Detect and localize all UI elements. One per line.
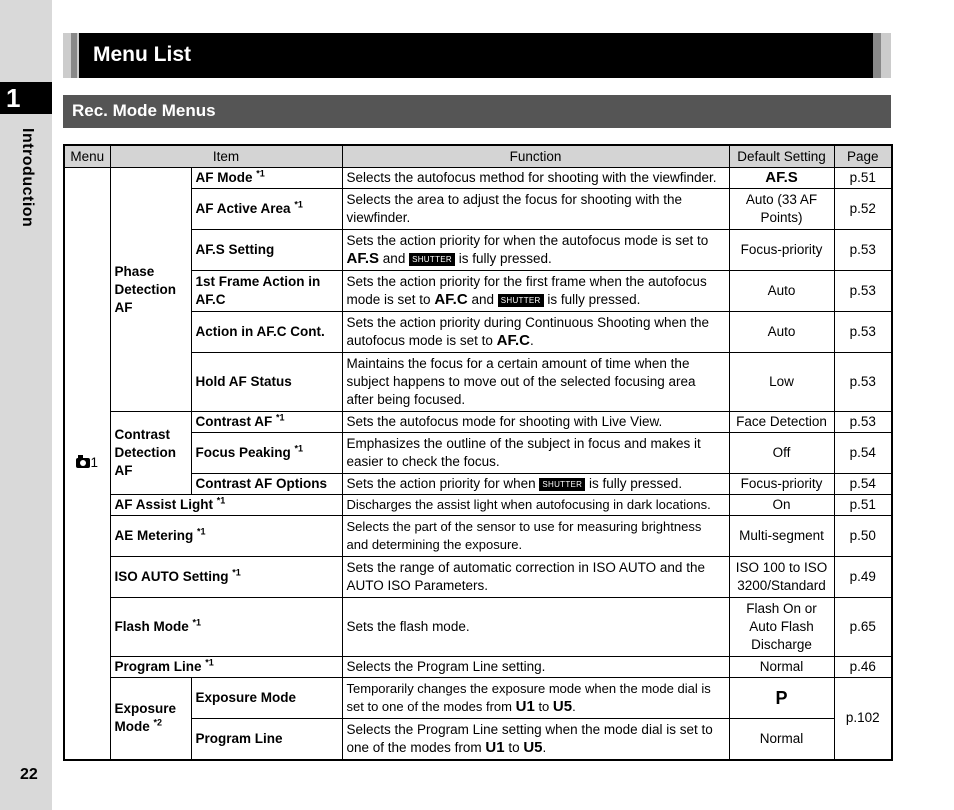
page-cell: p.51 <box>834 168 892 189</box>
function-cell: Temporarily changes the exposure mode when the mode dial is set to one of the modes from U1 to U5. <box>342 678 729 719</box>
table-row <box>64 495 892 516</box>
default-cell: Normal <box>729 657 834 678</box>
default-cell: Multi-segment <box>729 516 834 557</box>
menu-table <box>63 144 893 761</box>
item-cell: Exposure Mode <box>191 678 342 719</box>
default-cell: Auto (33 AF Points) <box>729 189 834 230</box>
default-cell: Auto <box>729 312 834 353</box>
header-page: Page <box>834 145 892 168</box>
page-number: 22 <box>20 766 38 783</box>
function-cell: Selects the autofocus method for shooting with the viewfinder. <box>342 168 729 189</box>
chapter-side-tab <box>0 0 52 810</box>
item-cell: 1st Frame Action in AF.C <box>191 271 342 312</box>
page-cell: p.51 <box>834 495 892 516</box>
default-cell: Low <box>729 353 834 412</box>
function-cell: Discharges the assist light when autofocusing in dark locations. <box>342 495 729 516</box>
item-cell: Focus Peaking $^{*1}$ <box>191 433 342 474</box>
function-cell: Sets the range of automatic correction in ISO AUTO and the AUTO ISO Parameters. <box>342 557 729 598</box>
function-cell: Emphasizes the outline of the subject in focus and makes it easier to check the focus. <box>342 433 729 474</box>
page-cell: p.53 <box>834 312 892 353</box>
item-cell: Contrast AF Options <box>191 474 342 495</box>
table-row <box>64 412 892 433</box>
section-title: Rec. Mode Menus <box>72 101 216 120</box>
camera-icon <box>76 458 90 468</box>
page-cell: p.102 <box>834 678 892 760</box>
item-cell: AF.S Setting <box>191 230 342 271</box>
default-cell: Auto <box>729 271 834 312</box>
page-cell: p.65 <box>834 598 892 657</box>
default-cell: Flash On or Auto Flash Discharge <box>729 598 834 657</box>
group-contrast-detection: Contrast Detection AF <box>110 412 191 495</box>
function-cell: Selects the Program Line setting. <box>342 657 729 678</box>
function-cell: Selects the part of the sensor to use for measuring brightness and determining the exposure. <box>342 516 729 557</box>
item-cell: Contrast AF $^{*1}$ <box>191 412 342 433</box>
page-cell: p.53 <box>834 271 892 312</box>
page-cell: p.54 <box>834 474 892 495</box>
function-cell: Sets the action priority for when the autofocus mode is set to AF.S and SHUTTER is fully pressed. <box>342 230 729 271</box>
table-row <box>64 557 892 598</box>
table-header-row <box>64 145 892 168</box>
default-cell: AF.S <box>729 168 834 189</box>
menu-cell: 1 <box>64 168 110 760</box>
default-cell: Focus-priority <box>729 230 834 271</box>
function-cell: Selects the area to adjust the focus for shooting with the viewfinder. <box>342 189 729 230</box>
page-cell: p.50 <box>834 516 892 557</box>
page-cell: p.52 <box>834 189 892 230</box>
header-menu: Menu <box>64 145 110 168</box>
header-default: Default Setting <box>729 145 834 168</box>
page-cell: p.53 <box>834 353 892 412</box>
shutter-button-icon: SHUTTER <box>539 478 585 491</box>
item-cell: Flash Mode $^{*1}$ <box>110 598 342 657</box>
table-row <box>64 678 892 719</box>
shutter-button-icon: SHUTTER <box>409 253 455 266</box>
table-row <box>64 657 892 678</box>
item-cell: ISO AUTO Setting $^{*1}$ <box>110 557 342 598</box>
section-label: Introduction <box>19 128 36 228</box>
default-cell: Normal <box>729 719 834 760</box>
function-cell: Sets the action priority for when SHUTTER is fully pressed. <box>342 474 729 495</box>
group-phase-detection: Phase Detection AF <box>110 168 191 412</box>
function-cell: Sets the autofocus mode for shooting with Live View. <box>342 412 729 433</box>
item-cell: AE Metering $^{*1}$ <box>110 516 342 557</box>
page-title: Menu List <box>93 43 191 66</box>
group-exposure-mode: Exposure Mode $^{*2}$ <box>110 678 191 760</box>
header-function: Function <box>342 145 729 168</box>
function-cell: Sets the flash mode. <box>342 598 729 657</box>
page-cell: p.54 <box>834 433 892 474</box>
default-cell: Face Detection <box>729 412 834 433</box>
section-title-bar <box>63 95 891 128</box>
item-cell: Hold AF Status <box>191 353 342 412</box>
default-cell: ISO 100 to ISO 3200/Standard <box>729 557 834 598</box>
item-cell: Program Line $^{*1}$ <box>110 657 342 678</box>
table-row <box>64 516 892 557</box>
page-cell: p.53 <box>834 230 892 271</box>
shutter-button-icon: SHUTTER <box>498 294 544 307</box>
page-cell: p.53 <box>834 412 892 433</box>
default-cell: On <box>729 495 834 516</box>
default-cell: Focus-priority <box>729 474 834 495</box>
function-cell: Sets the action priority during Continuous Shooting when the autofocus mode is set to AF.C. <box>342 312 729 353</box>
default-cell: P <box>729 678 834 719</box>
chapter-number: 1 <box>0 82 52 114</box>
table-row <box>64 168 892 189</box>
item-cell: Program Line <box>191 719 342 760</box>
header-item: Item <box>110 145 342 168</box>
item-cell: AF Active Area $^{*1}$ <box>191 189 342 230</box>
page-cell: p.46 <box>834 657 892 678</box>
item-cell: AF Mode $^{*1}$ <box>191 168 342 189</box>
function-cell: Maintains the focus for a certain amount of time when the subject happens to move out of the selected focusing area after being focused. <box>342 353 729 412</box>
page-cell: p.49 <box>834 557 892 598</box>
item-cell: Action in AF.C Cont. <box>191 312 342 353</box>
function-cell: Selects the Program Line setting when the mode dial is set to one of the modes from U1 to U5. <box>342 719 729 760</box>
item-cell: AF Assist Light $^{*1}$ <box>110 495 342 516</box>
default-cell: Off <box>729 433 834 474</box>
table-row <box>64 598 892 657</box>
page-title-bar <box>63 33 891 78</box>
function-cell: Sets the action priority for the first frame when the autofocus mode is set to AF.C and SHUTTER is fully pressed. <box>342 271 729 312</box>
